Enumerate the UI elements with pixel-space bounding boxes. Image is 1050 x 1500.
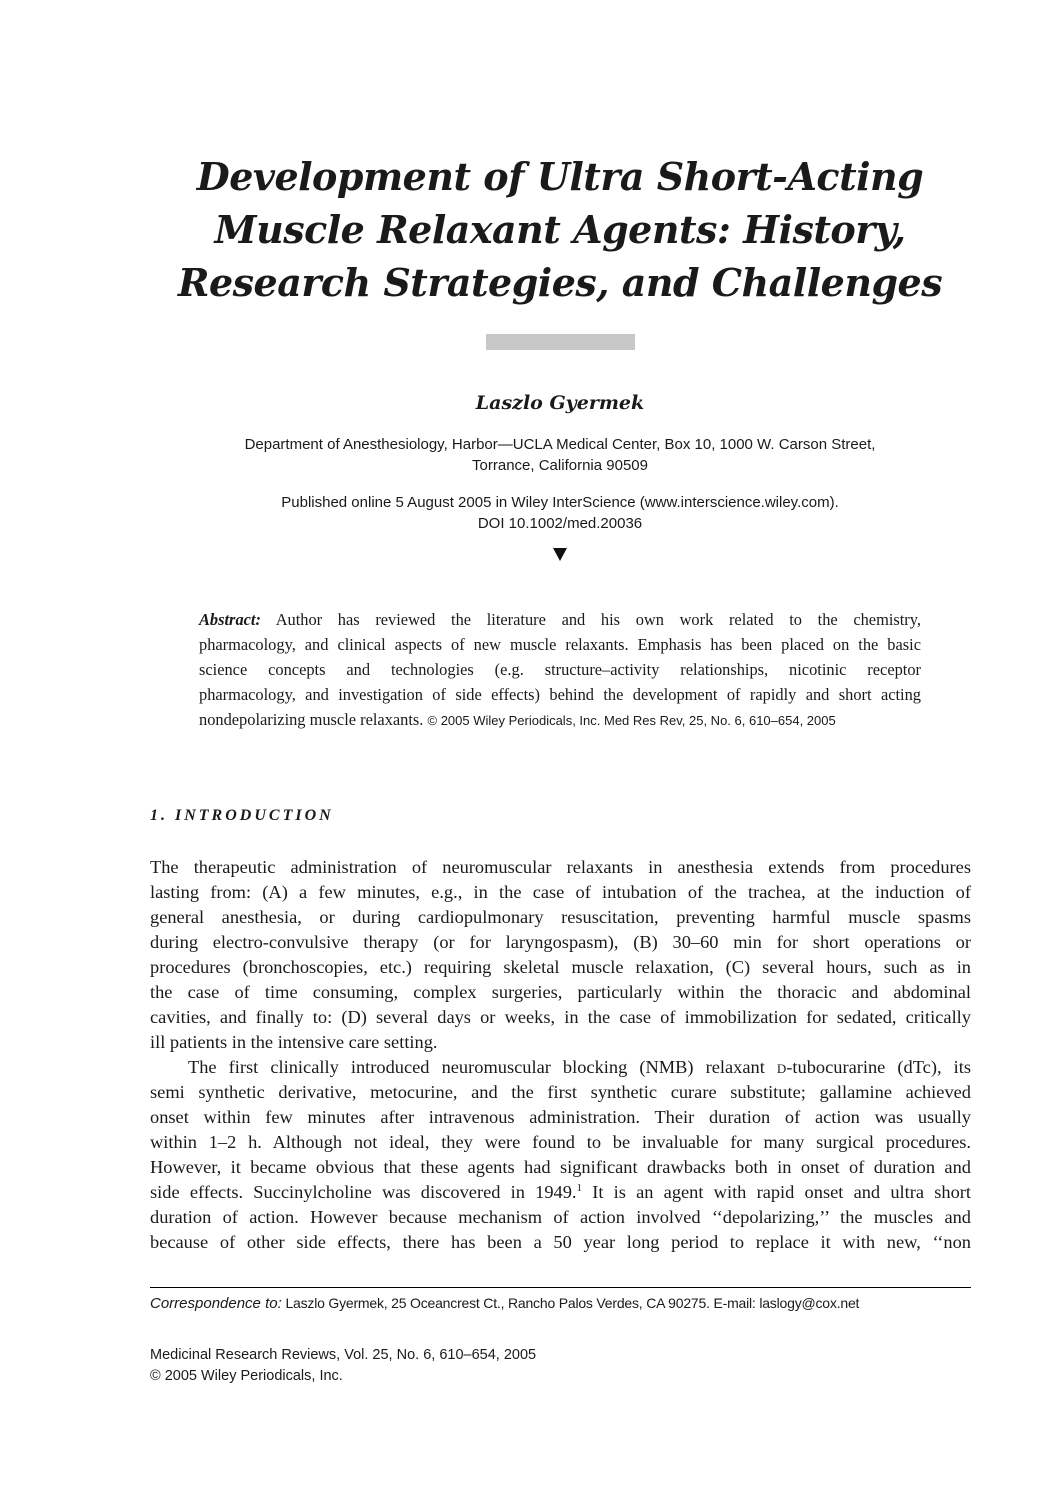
abstract-line: Abstract: Author has reviewed the literature and his own work related to the chemistry,	[199, 610, 921, 629]
abstract-line: pharmacology, and clinical aspects of new muscle relaxants. Emphasis has been placed on the basic	[199, 635, 921, 654]
footnote-rule	[150, 1287, 971, 1288]
body-line: cavities, and finally to: (D) several days or weeks, in the case of immobilization for sedated, critically	[150, 1007, 971, 1027]
journal-info	[150, 1345, 536, 1387]
correspondence-text: Laszlo Gyermek, 25 Oceancrest Ct., Rancho Palos Verdes, CA 90275. E-mail: laslogy@cox.net	[281, 1295, 860, 1311]
abstract-label: Abstract:	[199, 610, 261, 629]
section-heading: 1. INTRODUCTION	[150, 807, 334, 824]
abstract-citation: © 2005 Wiley Periodicals, Inc. Med Res Rev, 25, No. 6, 610–654, 2005	[427, 713, 836, 728]
doi-line: DOI 10.1002/med.20036	[477, 515, 643, 532]
body-line: during electro-convulsive therapy (or for laryngospasm), (B) 30–60 min for short operations or	[150, 932, 971, 952]
body-line: The first clinically introduced neuromuscular blocking (NMB) relaxant D-tubocurarine (dTc), its	[188, 1057, 971, 1077]
copyright: © 2005 Wiley Periodicals, Inc.	[150, 1368, 343, 1384]
body-line: general anesthesia, or during cardiopulmonary resuscitation, preventing harmful muscle spasms	[150, 907, 971, 927]
footnote-ref[interactable]: 1	[576, 1182, 583, 1194]
author-name: Laszlo Gyermek	[475, 392, 645, 414]
body-line: lasting from: (A) a few minutes, e.g., in the case of intubation of the trachea, at the induction of	[150, 882, 971, 902]
title-line: Muscle Relaxant Agents: History,	[214, 207, 906, 252]
title-line: Research Strategies, and Challenges	[177, 260, 943, 305]
correspondence-label: Correspondence to:	[150, 1295, 282, 1312]
correspondence	[150, 1295, 859, 1312]
body-line: side effects. Succinylcholine was discovered in 1949.$^1$ It is an agent with rapid onset and ultra short	[150, 1182, 971, 1202]
body-line: semi synthetic derivative, metocurine, and the first synthetic curare substitute; gallamine achieved	[150, 1082, 971, 1102]
affiliation-line: Department of Anesthesiology, Harbor—UCLA Medical Center, Box 10, 1000 W. Carson Street,	[244, 436, 876, 453]
abstract-line: pharmacology, and investigation of side effects) behind the development of rapidly and short acting	[199, 685, 921, 704]
body-line: ill patients in the intensive care setting.	[150, 1032, 438, 1052]
publication-line: Published online 5 August 2005 in Wiley InterScience (www.interscience.wiley.com).	[281, 494, 839, 511]
body-line: within 1–2 h. Although not ideal, they were found to be invaluable for many surgical procedures.	[150, 1132, 971, 1152]
publication-info	[150, 492, 970, 534]
body-line: onset within few minutes after intravenous administration. Their duration of action was usually	[150, 1107, 971, 1127]
body-line: because of other side effects, there has been a 50 year long period to replace it with new, ‘‘non	[150, 1232, 971, 1252]
body-text	[150, 855, 971, 1255]
body-line: duration of action. However because mechanism of action involved ‘‘depolarizing,’’ the muscles and	[150, 1207, 971, 1227]
abstract-line: science concepts and technologies (e.g. structure–activity relationships, nicotinic receptor	[199, 660, 921, 679]
body-line: the case of time consuming, complex surgeries, particularly within the thoracic and abdominal	[150, 982, 971, 1002]
abstract-line: nondepolarizing muscle relaxants. © 2005 Wiley Periodicals, Inc. Med Res Rev, 25, No. 6, 610–654, 2005	[199, 710, 836, 729]
abstract	[199, 607, 921, 732]
triangle-down-icon	[553, 548, 567, 561]
affiliation-line: Torrance, California 90509	[472, 457, 648, 474]
body-line: The therapeutic administration of neuromuscular relaxants in anesthesia extends from procedures	[150, 857, 971, 877]
article-title	[150, 150, 970, 309]
title-divider-bar	[486, 334, 635, 350]
body-line: However, it became obvious that these agents had significant drawbacks both in onset of duration and	[150, 1157, 971, 1177]
journal-citation: Medicinal Research Reviews, Vol. 25, No. 6, 610–654, 2005	[150, 1347, 537, 1363]
title-line: Development of Ultra Short-Acting	[196, 154, 924, 199]
body-line: procedures (bronchoscopies, etc.) requiring skeletal muscle relaxation, (C) several hours, such as in	[150, 957, 971, 977]
affiliation	[150, 434, 970, 476]
